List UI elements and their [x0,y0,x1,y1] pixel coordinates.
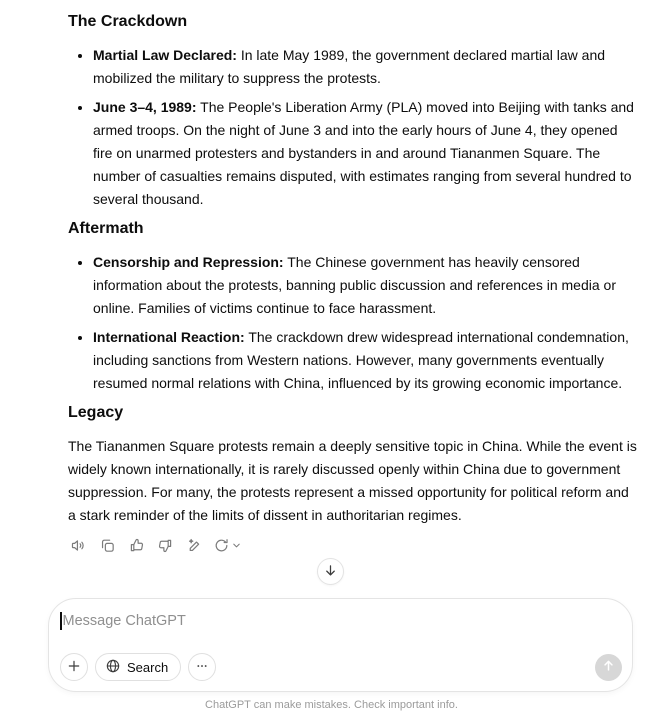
chevron-down-icon [231,540,242,551]
composer-toolbar [60,653,622,681]
scroll-to-bottom-button[interactable] [317,558,344,585]
section-heading-aftermath: Aftermath [68,220,144,237]
list-item [93,96,638,211]
message-actions [68,535,638,555]
bullet-label: June 3–4, 1989: [93,99,197,115]
search-label: Search [127,659,169,675]
section-heading-legacy: Legacy [68,404,124,421]
edit-in-canvas-button[interactable] [184,535,204,555]
thumbs-up-icon [128,537,145,554]
arrow-up-icon [601,658,616,676]
search-toggle-button[interactable] [95,653,181,681]
read-aloud-button[interactable] [68,535,88,555]
list-item [93,44,638,90]
input-placeholder: Message ChatGPT [62,613,186,629]
copy-button[interactable] [97,535,117,555]
bullet-list-aftermath [68,251,638,395]
more-options-button[interactable] [188,653,216,681]
plus-icon [66,658,82,677]
speaker-icon [70,537,87,554]
bullet-text: In late May 1989, the government declared martial law and mobilized the military to suppress the protests. [93,47,606,86]
bullet-text: The People's Liberation Army (PLA) moved into Beijing with tanks and armed troops. On the night of June 3 and into the early hours of June 4, they opened fire on unarmed protesters and bystanders in and around Tiananmen Square. The number of casualties remains disputed, with estimates ranging from several hundred to several thousand. [93,99,634,207]
bullet-text: The Chinese government has heavily censored information about the protests, banning public discussion and references in media or online. Families of victims continue to face harassment. [93,254,616,316]
thumbs-up-button[interactable] [126,535,146,555]
message-input[interactable] [60,611,622,631]
composer [48,598,633,692]
bullet-label: Martial Law Declared: [93,47,237,63]
bullet-text: The crackdown drew widespread international condemnation, including sanctions from Western nations. However, many governments eventually resumed normal relations with China, influenced by its growing economic importance. [93,329,629,391]
regenerate-button[interactable] [213,535,242,555]
globe-icon [105,658,121,677]
list-item [93,326,638,395]
thumbs-down-icon [157,537,174,554]
copy-icon [99,537,116,554]
arrow-down-icon [323,563,338,581]
legacy-paragraph: The Tiananmen Square protests remain a deeply sensitive topic in China. While the event is widely known internationally, it is rarely discussed openly within China due to government suppression. For many, the protests represent a missed opportunity for political reform and a stark reminder of the limits of dissent in authoritarian regimes. [68,438,637,523]
bullet-list-crackdown [68,44,638,211]
ellipsis-icon [194,658,210,677]
send-button[interactable] [595,654,622,681]
disclaimer-text: ChatGPT can make mistakes. Check important info. [205,699,458,711]
text-caret [60,612,62,630]
thumbs-down-button[interactable] [155,535,175,555]
attach-button[interactable] [60,653,88,681]
composer-tools [60,653,216,681]
bullet-label: Censorship and Repression: [93,254,284,270]
section-heading-crackdown: The Crackdown [68,13,188,30]
pencil-sparkle-icon [186,537,203,554]
list-item [93,251,638,320]
bullet-label: International Reaction: [93,329,245,345]
regenerate-icon [213,537,230,554]
